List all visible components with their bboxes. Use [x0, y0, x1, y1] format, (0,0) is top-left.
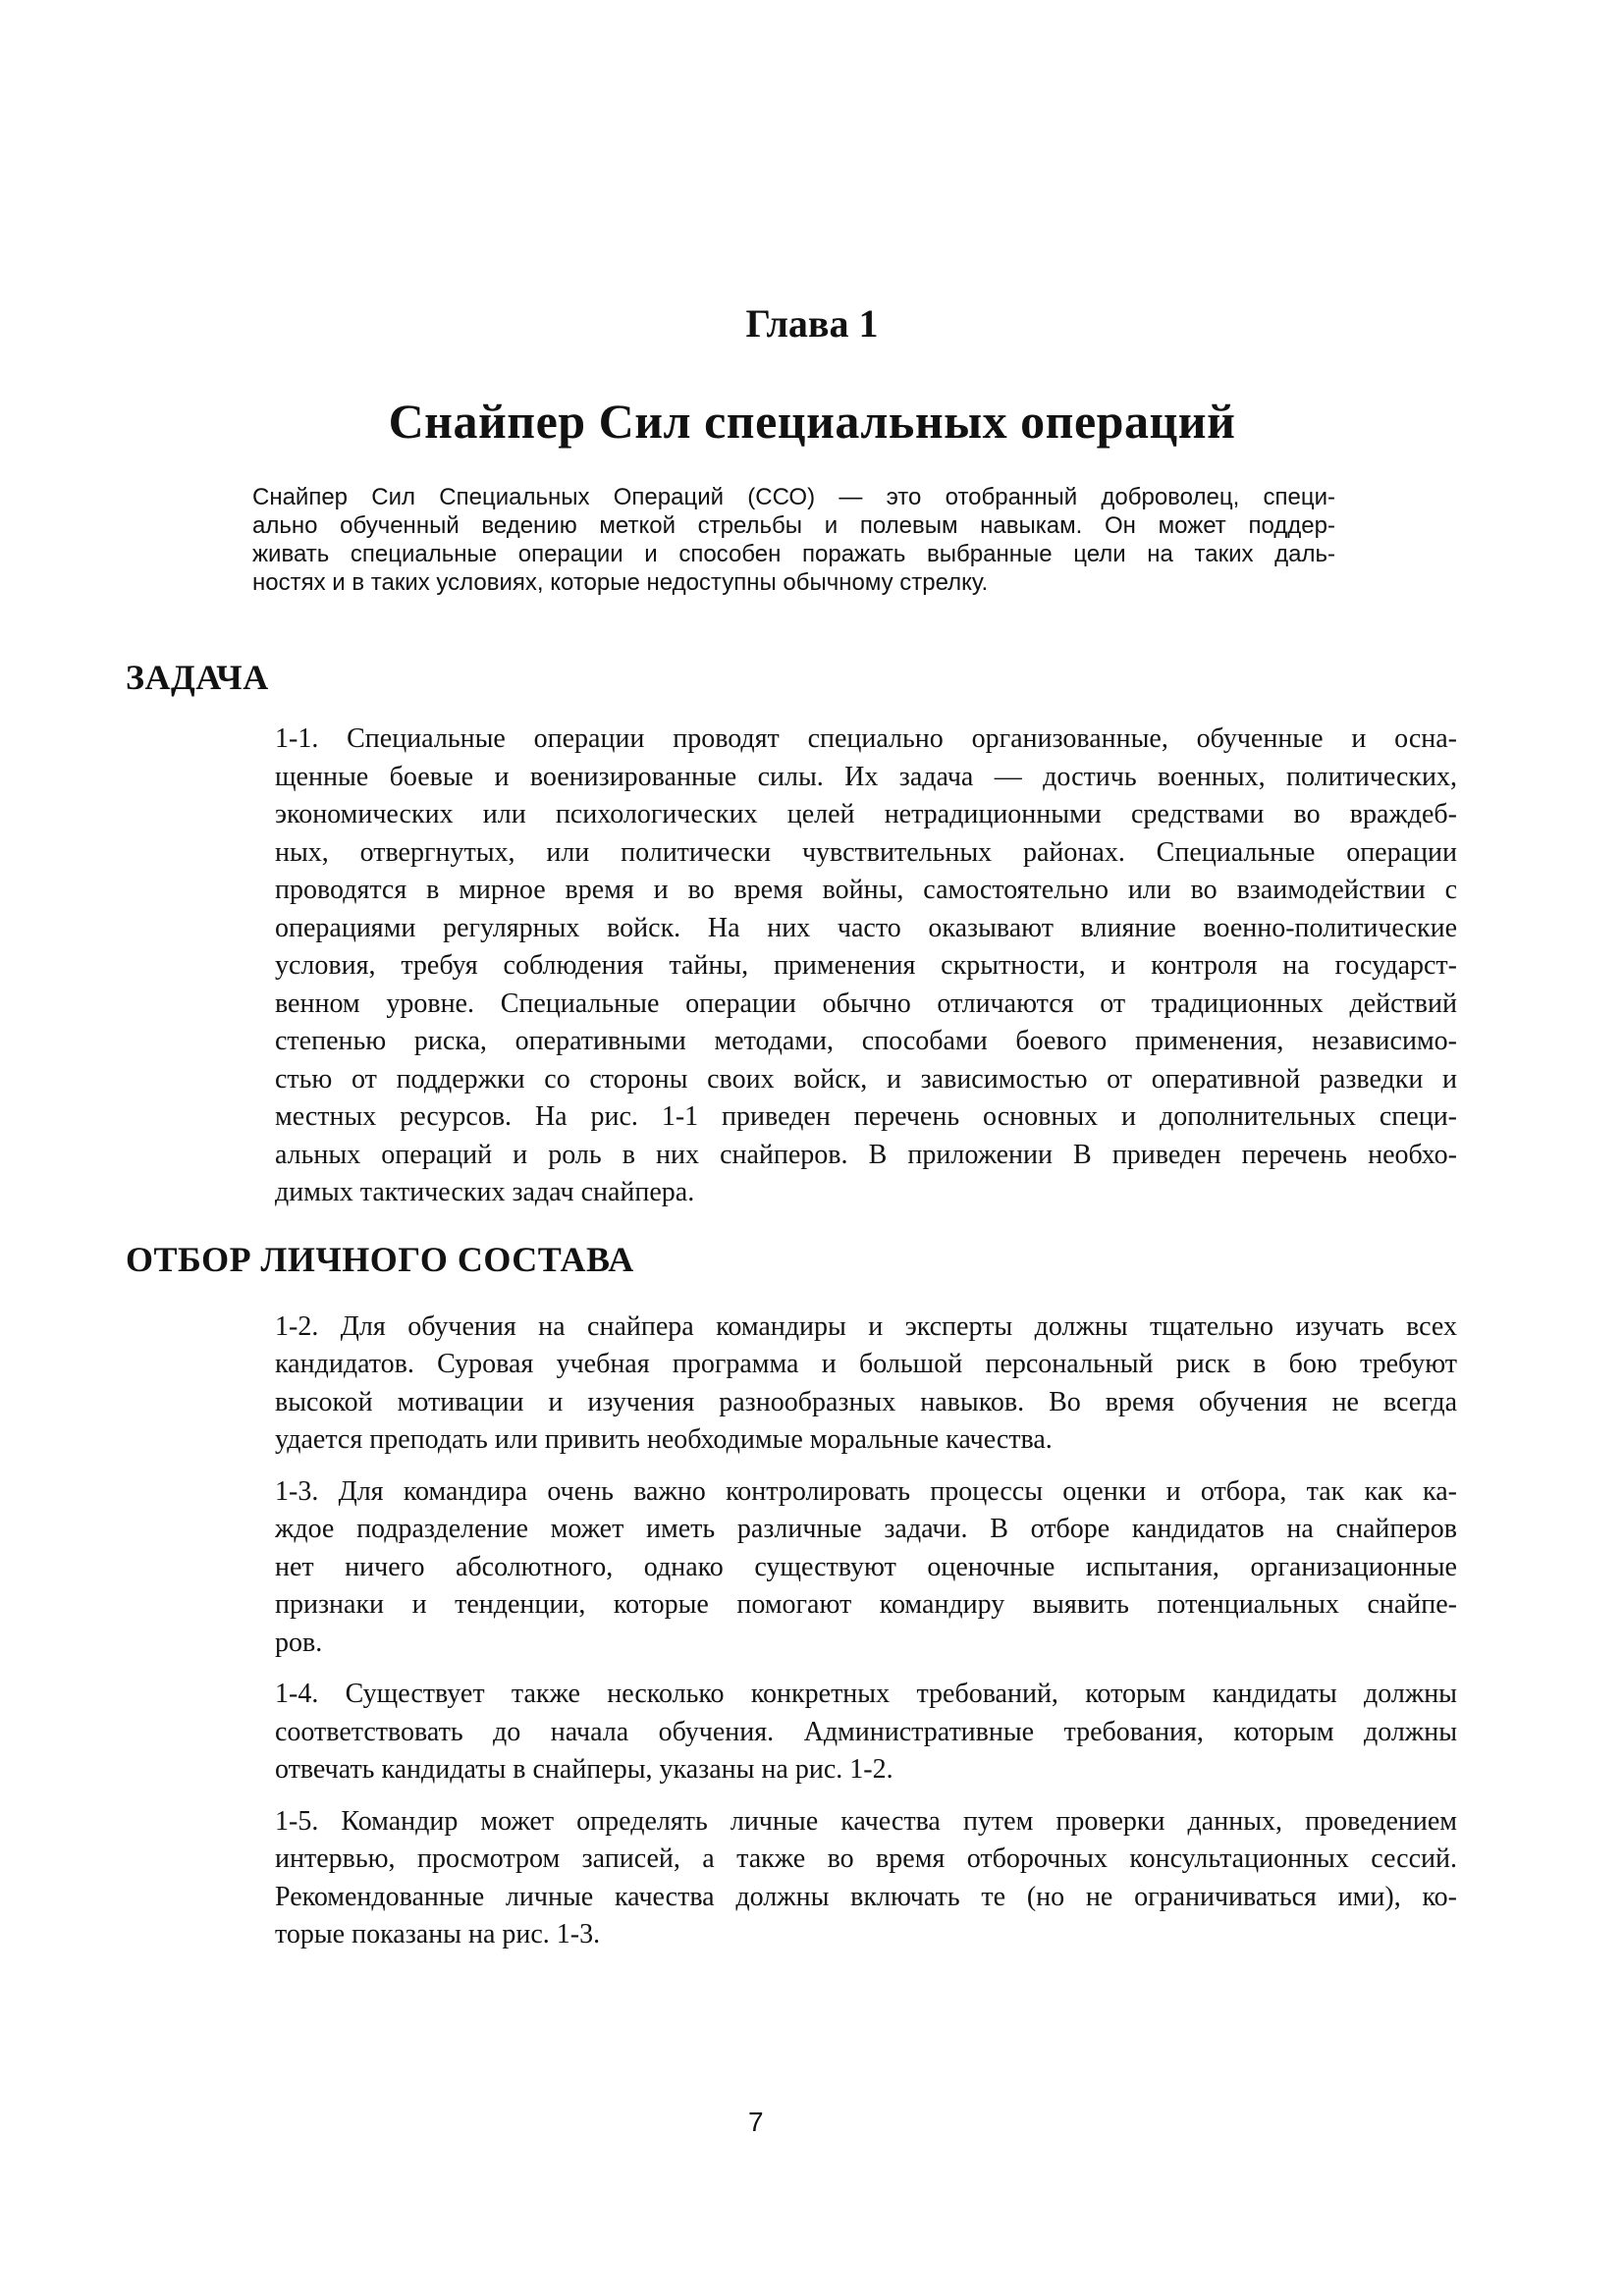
text-line: торые показаны на рис. 1-3.	[275, 1919, 601, 1949]
text-line: проводятся в мирное время и во время войны, самостоятельно или во взаимодействии с	[275, 875, 1457, 905]
text-line: венном уровне. Специальные операции обычно отличаются от традиционных действий	[275, 988, 1457, 1019]
text-line: высокой мотивации и изучения разнообразных навыков. Во время обучения не всегда	[275, 1386, 1457, 1417]
text-line: щенные боевые и военизированные силы. Их задача — достичь военных, политических,	[275, 761, 1457, 792]
text-line: Рекомендованные личные качества должны включать те (но не ограничиваться ими), ко-	[275, 1881, 1457, 1912]
page-title: Снайпер Сил специальных операций	[388, 394, 1236, 449]
text-line: 1-3. Для командира очень важно контролировать процессы оценки и отбора, так как ка-	[275, 1475, 1457, 1507]
text-line: 1-5. Командир может определять личные качества путем проверки данных, проведением	[275, 1805, 1457, 1837]
intro-paragraph	[252, 483, 1335, 597]
text-line: Снайпер Сил Специальных Операций (ССО) — это отобранный доброволец, специ-	[252, 484, 1335, 510]
section-heading-mission: ЗАДАЧА	[126, 658, 269, 697]
text-line: ров.	[275, 1627, 323, 1658]
text-line: ально обученный ведению меткой стрельбы и полевым навыкам. Он может поддер-	[252, 512, 1335, 539]
text-line: степенью риска, оперативными методами, способами боевого применения, независимо-	[275, 1026, 1457, 1056]
text-line: ждое подразделение может иметь различные задачи. В отборе кандидатов на снайперов	[275, 1514, 1457, 1544]
paragraph-1-5	[275, 1803, 1457, 1954]
text-line: отвечать кандидаты в снайперы, указаны на рис. 1-2.	[275, 1754, 893, 1785]
section-heading-selection: ОТБОР ЛИЧНОГО СОСТАВА	[126, 1239, 634, 1279]
text-line: 1-1. Специальные операции проводят специально организованные, обученные и осна-	[275, 723, 1457, 754]
text-line: экономических или психологических целей нетрадиционными средствами во враждеб-	[275, 799, 1457, 829]
text-line: ностях и в таких условиях, которые недоступны обычному стрелку.	[252, 569, 989, 596]
text-line: удается преподать или привить необходимые моральные качества.	[275, 1424, 1053, 1455]
text-line: стью от поддержки со стороны своих войск, и зависимостью от оперативной разведки и	[275, 1063, 1457, 1095]
text-line: нет ничего абсолютного, однако существуют оценочные испытания, организационные	[275, 1551, 1457, 1582]
text-line: признаки и тенденции, которые помогают командиру выявить потенциальных снайпе-	[275, 1589, 1457, 1620]
text-line: ных, отвергнутых, или политически чувствительных районах. Специальные операции	[275, 836, 1457, 868]
text-line: димых тактических задач снайпера.	[275, 1177, 695, 1207]
text-line: операциями регулярных войск. На них часто оказывают влияние военно-политические	[275, 912, 1457, 943]
text-line: соответствовать до начала обучения. Административные требования, которым должны	[275, 1716, 1457, 1747]
page-number: 7	[748, 2107, 764, 2137]
text-line: кандидатов. Суровая учебная программа и большой персональный риск в бою требуют	[275, 1349, 1457, 1379]
text-line: местных ресурсов. На рис. 1-1 приведен перечень основных и дополнительных специ-	[275, 1101, 1457, 1132]
paragraph-1-2	[275, 1308, 1457, 1460]
paragraph-1-4	[275, 1676, 1457, 1789]
text-line: 1-2. Для обучения на снайпера командиры и эксперты должны тщательно изучать всех	[275, 1310, 1457, 1342]
chapter-heading: Глава 1	[745, 301, 879, 346]
text-line: живать специальные операции и способен поражать выбранные цели на таких даль-	[252, 541, 1335, 567]
paragraph-1-1	[275, 721, 1457, 1212]
paragraph-1-3	[275, 1473, 1457, 1663]
text-line: альных операций и роль в них снайперов. В приложении В приведен перечень необхо-	[275, 1139, 1457, 1170]
text-line: 1-4. Существует также несколько конкретных требований, которым кандидаты должны	[275, 1679, 1457, 1709]
text-line: условия, требуя соблюдения тайны, применения скрытности, и контроля на государст-	[275, 950, 1457, 981]
text-line: интервью, просмотром записей, а также во время отборочных консультационных сессий.	[275, 1843, 1457, 1874]
